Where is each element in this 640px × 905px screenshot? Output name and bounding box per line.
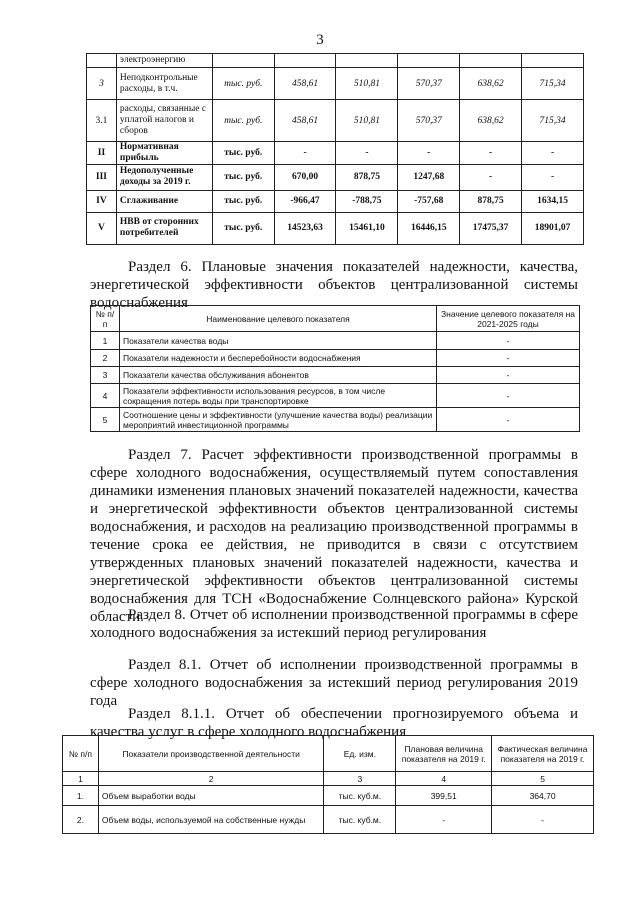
cell-unit xyxy=(212,54,274,68)
section-8-1-1-text: Раздел 8.1.1. Отчет об обеспечении прогнозируемого объема и качества услуг в сфере холодного водоснабжения xyxy=(90,706,578,740)
cell-name: Недополученные доходы за 2019 г. xyxy=(116,164,212,190)
cell-value: - xyxy=(437,350,580,367)
cell-v3: 570,37 xyxy=(398,68,460,100)
cell-v2: - xyxy=(336,142,398,165)
cell-unit: тыс. руб. xyxy=(212,164,274,190)
cell-value: - xyxy=(437,384,580,408)
page-number: 3 xyxy=(316,32,324,48)
column-number: 1 xyxy=(63,772,99,786)
cell-name: Объем воды, используемой на собственные нужды xyxy=(98,806,324,834)
cell-v3: -757,68 xyxy=(398,190,460,212)
cell-num: 3.1 xyxy=(87,100,117,142)
cell-v4 xyxy=(460,54,522,68)
cell-num: 2. xyxy=(63,806,99,834)
cell-unit: тыс. руб. xyxy=(212,190,274,212)
cell-v1 xyxy=(274,54,336,68)
cell-value: - xyxy=(437,408,580,432)
header-plan: Плановая величина показателя на 2019 г. xyxy=(396,736,492,772)
cell-fact: 364,70 xyxy=(492,786,594,806)
cell-num: 5 xyxy=(91,408,120,432)
cell-num: 1. xyxy=(63,786,99,806)
cell-name: электроэнергию xyxy=(116,54,212,68)
cell-name: Соотношение цены и эффективности (улучшение качества воды) реализации мероприятий инвестиционной программы xyxy=(120,408,437,432)
cell-v2: 510,81 xyxy=(336,68,398,100)
table-row xyxy=(91,332,580,350)
cell-unit: тыс. куб.м. xyxy=(324,786,396,806)
cell-v5: - xyxy=(522,164,584,190)
column-number: 2 xyxy=(98,772,324,786)
cell-name: Показатели надежности и бесперебойности водоснабжения xyxy=(120,350,437,367)
header-num: № п/п xyxy=(63,736,99,772)
cell-v1: 14523,63 xyxy=(274,212,336,244)
cell-name: НВВ от сторонних потребителей xyxy=(116,212,212,244)
cell-num: II xyxy=(87,142,117,165)
section-8-1-text: Раздел 8.1. Отчет об исполнении производственной программы в сфере холодного водоснабжения за истекший период регулирования 2019 года xyxy=(90,657,578,709)
cell-plan: - xyxy=(396,806,492,834)
table-row xyxy=(87,190,584,212)
cell-name: Показатели качества воды xyxy=(120,332,437,350)
table-row xyxy=(91,384,580,408)
cell-name: Нормативная прибыль xyxy=(116,142,212,165)
table-row xyxy=(91,350,580,367)
cell-name: Объем выработки воды xyxy=(98,786,324,806)
cell-v3 xyxy=(398,54,460,68)
cell-v4: 17475,37 xyxy=(460,212,522,244)
cell-name: Показатели качества обслуживания абонентов xyxy=(120,367,437,384)
header-value: Значение целевого показателя на 2021-2025 годы xyxy=(437,306,580,332)
cell-v3: 1247,68 xyxy=(398,164,460,190)
cell-v1: 458,61 xyxy=(274,68,336,100)
cell-num: 2 xyxy=(91,350,120,367)
cell-num xyxy=(87,54,117,68)
section-6-text: Раздел 6. Плановые значения показателей надежности, качества, энергетической эффективности объектов централизованной системы водоснабжения xyxy=(90,259,578,311)
table-row xyxy=(63,806,594,834)
cell-v5: 1634,15 xyxy=(522,190,584,212)
cell-plan: 399,51 xyxy=(396,786,492,806)
column-number: 4 xyxy=(396,772,492,786)
cell-v1: 670,00 xyxy=(274,164,336,190)
cell-num: 1 xyxy=(91,332,120,350)
header-name: Наименование целевого показателя xyxy=(120,306,437,332)
cell-unit: тыс. куб.м. xyxy=(324,806,396,834)
cell-num: 4 xyxy=(91,384,120,408)
table-row xyxy=(87,212,584,244)
header-unit: Ед. изм. xyxy=(324,736,396,772)
cell-name: Показатели эффективности использования ресурсов, в том числе сокращения потерь воды при транспортировке xyxy=(120,384,437,408)
cell-value: - xyxy=(437,332,580,350)
table-header-row xyxy=(91,306,580,332)
table-row xyxy=(91,367,580,384)
table-row xyxy=(87,100,584,142)
cell-v4: 638,62 xyxy=(460,100,522,142)
cell-v1: 458,61 xyxy=(274,100,336,142)
cell-unit: тыс. руб. xyxy=(212,100,274,142)
cell-v2 xyxy=(336,54,398,68)
production-table xyxy=(62,735,594,834)
cell-v4: - xyxy=(460,164,522,190)
cell-num: V xyxy=(87,212,117,244)
header-fact: Фактическая величина показателя на 2019 г. xyxy=(492,736,594,772)
cell-v3: 16446,15 xyxy=(398,212,460,244)
cell-v5: 715,34 xyxy=(522,68,584,100)
column-number-row xyxy=(63,772,594,786)
cell-v2: 878,75 xyxy=(336,164,398,190)
table-row xyxy=(87,142,584,165)
cell-name: расходы, связанные с уплатой налогов и сборов xyxy=(116,100,212,142)
cell-v4: 878,75 xyxy=(460,190,522,212)
cell-v5 xyxy=(522,54,584,68)
table-row xyxy=(63,786,594,806)
cell-v3: - xyxy=(398,142,460,165)
cell-v2: -788,75 xyxy=(336,190,398,212)
cell-num: 3 xyxy=(91,367,120,384)
section-8-text: Раздел 8. Отчет об исполнении производственной программы в сфере холодного водоснабжения за истекший период регулирования xyxy=(90,607,578,641)
cell-num: 3 xyxy=(87,68,117,100)
table-header-row xyxy=(63,736,594,772)
cell-num: III xyxy=(87,164,117,190)
cell-unit: тыс. руб. xyxy=(212,68,274,100)
cell-v2: 15461,10 xyxy=(336,212,398,244)
table-row xyxy=(87,68,584,100)
cell-v4: - xyxy=(460,142,522,165)
header-name: Показатели производственной деятельности xyxy=(98,736,324,772)
cell-num: IV xyxy=(87,190,117,212)
cell-name: Неподконтрольные расходы, в т.ч. xyxy=(116,68,212,100)
cell-v5: - xyxy=(522,142,584,165)
financial-table xyxy=(86,53,584,245)
cell-v1: -966,47 xyxy=(274,190,336,212)
cell-name: Сглаживание xyxy=(116,190,212,212)
cell-value: - xyxy=(437,367,580,384)
cell-v1: - xyxy=(274,142,336,165)
cell-v5: 18901,07 xyxy=(522,212,584,244)
target-indicators-table xyxy=(90,305,580,432)
cell-unit: тыс. руб. xyxy=(212,212,274,244)
cell-unit: тыс. руб. xyxy=(212,142,274,165)
cell-v2: 510,81 xyxy=(336,100,398,142)
header-num: № п/п xyxy=(91,306,120,332)
column-number: 5 xyxy=(492,772,594,786)
cell-v3: 570,37 xyxy=(398,100,460,142)
cell-fact: - xyxy=(492,806,594,834)
cell-v4: 638,62 xyxy=(460,68,522,100)
table-row xyxy=(87,164,584,190)
table-row xyxy=(91,408,580,432)
column-number: 3 xyxy=(324,772,396,786)
cell-v5: 715,34 xyxy=(522,100,584,142)
section-7-text: Раздел 7. Расчет эффективности производственной программы в сфере холодного водоснабжения, осуществляемый путем сопоставления динамики изменения плановых значений показателей надежности, качества и энергетической эффективности объектов централизованной системы водоснабжения, и расходов на реализацию производственной программы в течение срока ее действия, не приводится в связи с отсутствием утвержденных плановых значений показателей надежности, качества и энергетической эффективности объектов централизованной системы водоснабжения для ТСН «Водоснабжение Солнцевского района» Курской области. xyxy=(90,447,578,625)
table-row xyxy=(87,54,584,68)
